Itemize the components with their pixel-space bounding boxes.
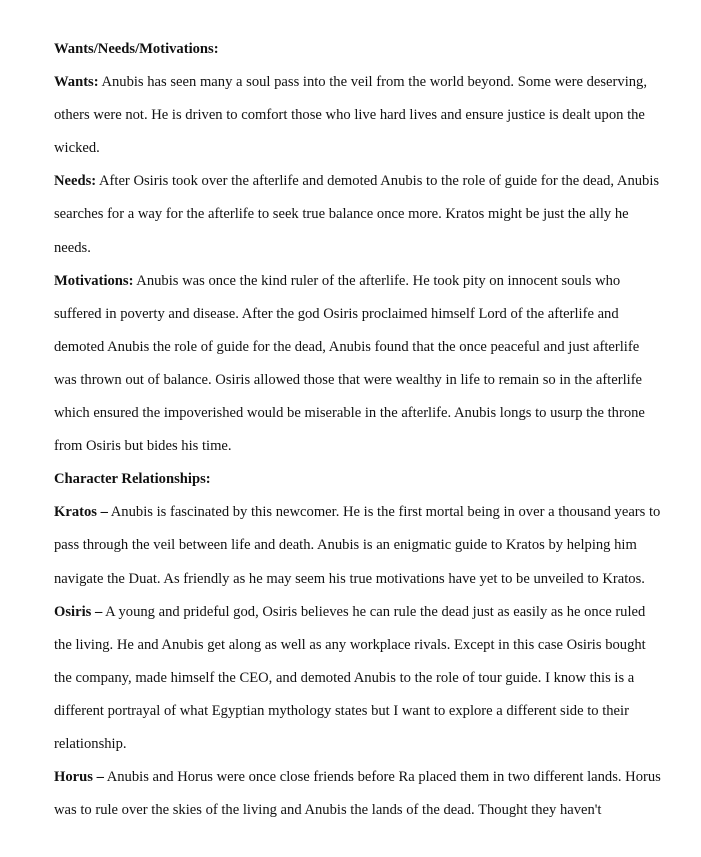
section-heading-wants-needs-motivations: Wants/Needs/Motivations: bbox=[54, 41, 219, 57]
label-motivations: Motivations: bbox=[54, 272, 134, 289]
text-wants: Anubis has seen many a soul pass into the veil from the world beyond. Some were deserving, others were not. He is driven to comfort those who live hard lives and ensure justice is dealt upon the wicked. bbox=[54, 74, 647, 157]
paragraph-kratos bbox=[54, 496, 664, 595]
label-osiris: Osiris – bbox=[54, 603, 103, 620]
text-needs: After Osiris took over the afterlife and demoted Anubis to the role of guide for the dead, Anubis searches for a way for the afterlife to seek true balance once more. Kratos might be just the ally he needs. bbox=[54, 173, 660, 256]
label-needs: Needs: bbox=[54, 173, 97, 190]
label-horus: Horus – bbox=[54, 769, 104, 786]
text-motivations: Anubis was once the kind ruler of the afterlife. He took pity on innocent souls who suffered in poverty and disease. After the god Osiris proclaimed himself Lord of the afterlife and demoted Anubis the role of guide for the dead, Anubis found that the once peaceful and just afterlife was thrown out of balance. Osiris allowed those that were wealthy in life to remain so in the afterlife which ensured the impoverished would be miserable in the afterlife. Anubis longs to usurp the throne from Osiris but bides his time. bbox=[54, 272, 645, 455]
document-page bbox=[54, 33, 664, 827]
section-heading-character-relationships: Character Relationships: bbox=[54, 471, 211, 488]
paragraph-osiris bbox=[54, 596, 664, 761]
text-horus: Anubis and Horus were once close friends before Ra placed them in two different lands. Horus was to rule over the skies of the living and Anubis the lands of the dead. Thought they haven't bbox=[54, 769, 661, 819]
label-wants: Wants: bbox=[54, 74, 99, 91]
label-kratos: Kratos – bbox=[54, 504, 108, 521]
paragraph-needs bbox=[54, 165, 664, 264]
text-kratos: Anubis is fascinated by this newcomer. He is the first mortal being in over a thousand years to pass through the veil between life and death. Anubis is an enigmatic guide to Kratos by helping him navigate the Duat. As friendly as he may seem his true motivations have yet to be unveiled to Kratos. bbox=[54, 504, 661, 587]
paragraph-motivations bbox=[54, 265, 664, 464]
text-osiris: A young and prideful god, Osiris believes he can rule the dead just as easily as he once ruled the living. He and Anubis get along as well as any workplace rivals. Except in this case Osiris bought the company, made himself the CEO, and demoted Anubis to the role of tour guide. I know this is a different portrayal of what Egyptian mythology states but I want to explore a different side to their relationship. bbox=[54, 603, 646, 752]
paragraph-horus bbox=[54, 761, 664, 827]
paragraph-wants bbox=[54, 66, 664, 165]
